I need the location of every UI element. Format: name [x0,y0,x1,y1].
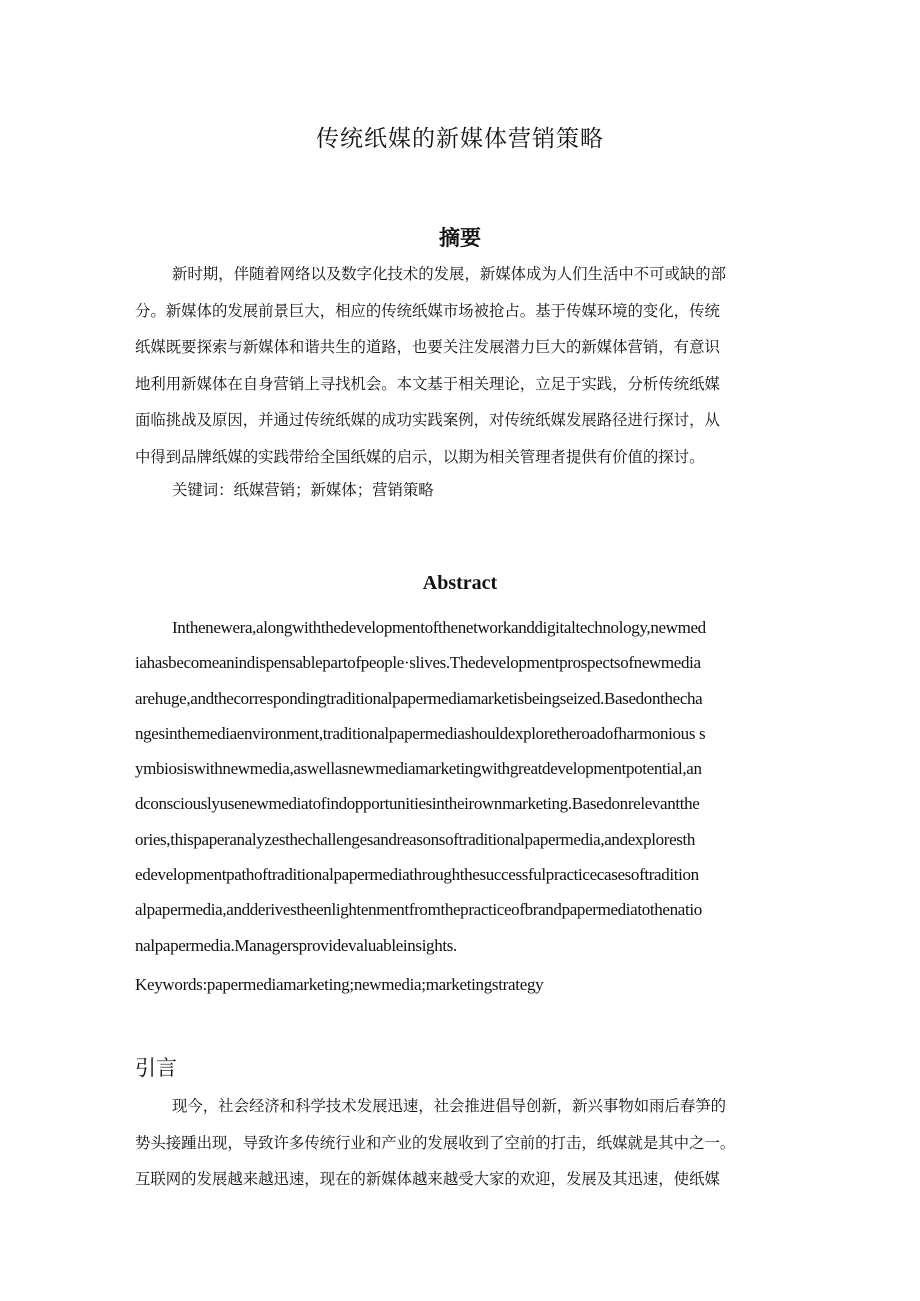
paragraph-line: ymbiosiswithnewmedia,aswellasnewmediamarketingwithgreatdevelopmentpotential,an [135,759,702,779]
abstract-en-paragraph [135,610,795,963]
introduction-heading: 引言 [135,1056,177,1080]
paragraph-line: ories,thispaperanalyzesthechallengesandreasonsoftraditionalpapermedia,andexploresth [135,829,696,849]
paragraph-line: alpapermedia,andderivestheenlightenmentfromthepracticeofbrandpapermediatothenatio [135,900,702,920]
paragraph-line: ngesinthemediaenvironment,traditionalpapermediashouldexploretheroadofharmonious s [135,723,706,743]
paragraph-line: 分。新媒体的发展前景巨大，相应的传统纸媒市场被抢占。基于传媒环境的变化，传统 [135,301,720,320]
paragraph-line: 地利用新媒体在自身营销上寻找机会。本文基于相关理论，立足于实践，分析传统纸媒 [135,374,720,393]
paragraph-line: nalpapermedia.Managersprovidevaluableinsights. [135,935,457,955]
introduction-paragraph [135,1088,787,1198]
paragraph-line: 面临挑战及原因，并通过传统纸媒的成功实践案例，对传统纸媒发展路径进行探讨，从 [135,411,720,429]
abstract-cn-heading: 摘要 [439,226,481,250]
paragraph-line: dconsciouslyusenewmediatofindopportunitiesintheirownmarketing.Basedonrelevantthe [135,794,700,814]
paragraph-line: 互联网的发展越来越迅速，现在的新媒体越来越受大家的欢迎，发展及其迅速，使纸媒 [135,1170,720,1188]
keywords-cn: 关键词：纸媒营销；新媒体；营销策略 [172,481,434,499]
paragraph-line: 中得到品牌纸媒的实践带给全国纸媒的启示，以期为相关管理者提供有价值的探讨。 [135,447,705,466]
keywords-en: Keywords:papermediamarketing;newmedia;marketingstrategy [135,975,544,994]
paragraph-line: iahasbecomeanindispensablepartofpeople·slives.Thedevelopmentprospectsofnewmedia [135,653,701,673]
paragraph-line: 势头接踵出现，导致许多传统行业和产业的发展收到了空前的打击，纸媒就是其中之一。 [135,1133,736,1152]
abstract-en-heading: Abstract [422,572,498,594]
abstract-cn-paragraph [135,256,787,475]
paragraph-line: 现今，社会经济和科学技术发展迅速，社会推进倡导创新，新兴事物如雨后春笋的 [172,1097,727,1115]
paragraph-line: edevelopmentpathoftraditionalpapermediathroughthesuccessfulpracticecasesoftradition [135,865,699,885]
paragraph-line: Inthenewera,alongwiththedevelopmentofthenetworkanddigitaltechnology,newmed [172,618,706,637]
paragraph-line: 纸媒既要探索与新媒体和谐共生的道路，也要关注发展潜力巨大的新媒体营销，有意识 [135,338,720,356]
paragraph-line: arehuge,andthecorrespondingtraditionalpapermediamarketisbeingseized.Basedonthecha [135,688,703,708]
paragraph-line: 新时期，伴随着网络以及数字化技术的发展，新媒体成为人们生活中不可或缺的部 [172,265,727,283]
document-title: 传统纸媒的新媒体营销策略 [316,126,604,152]
